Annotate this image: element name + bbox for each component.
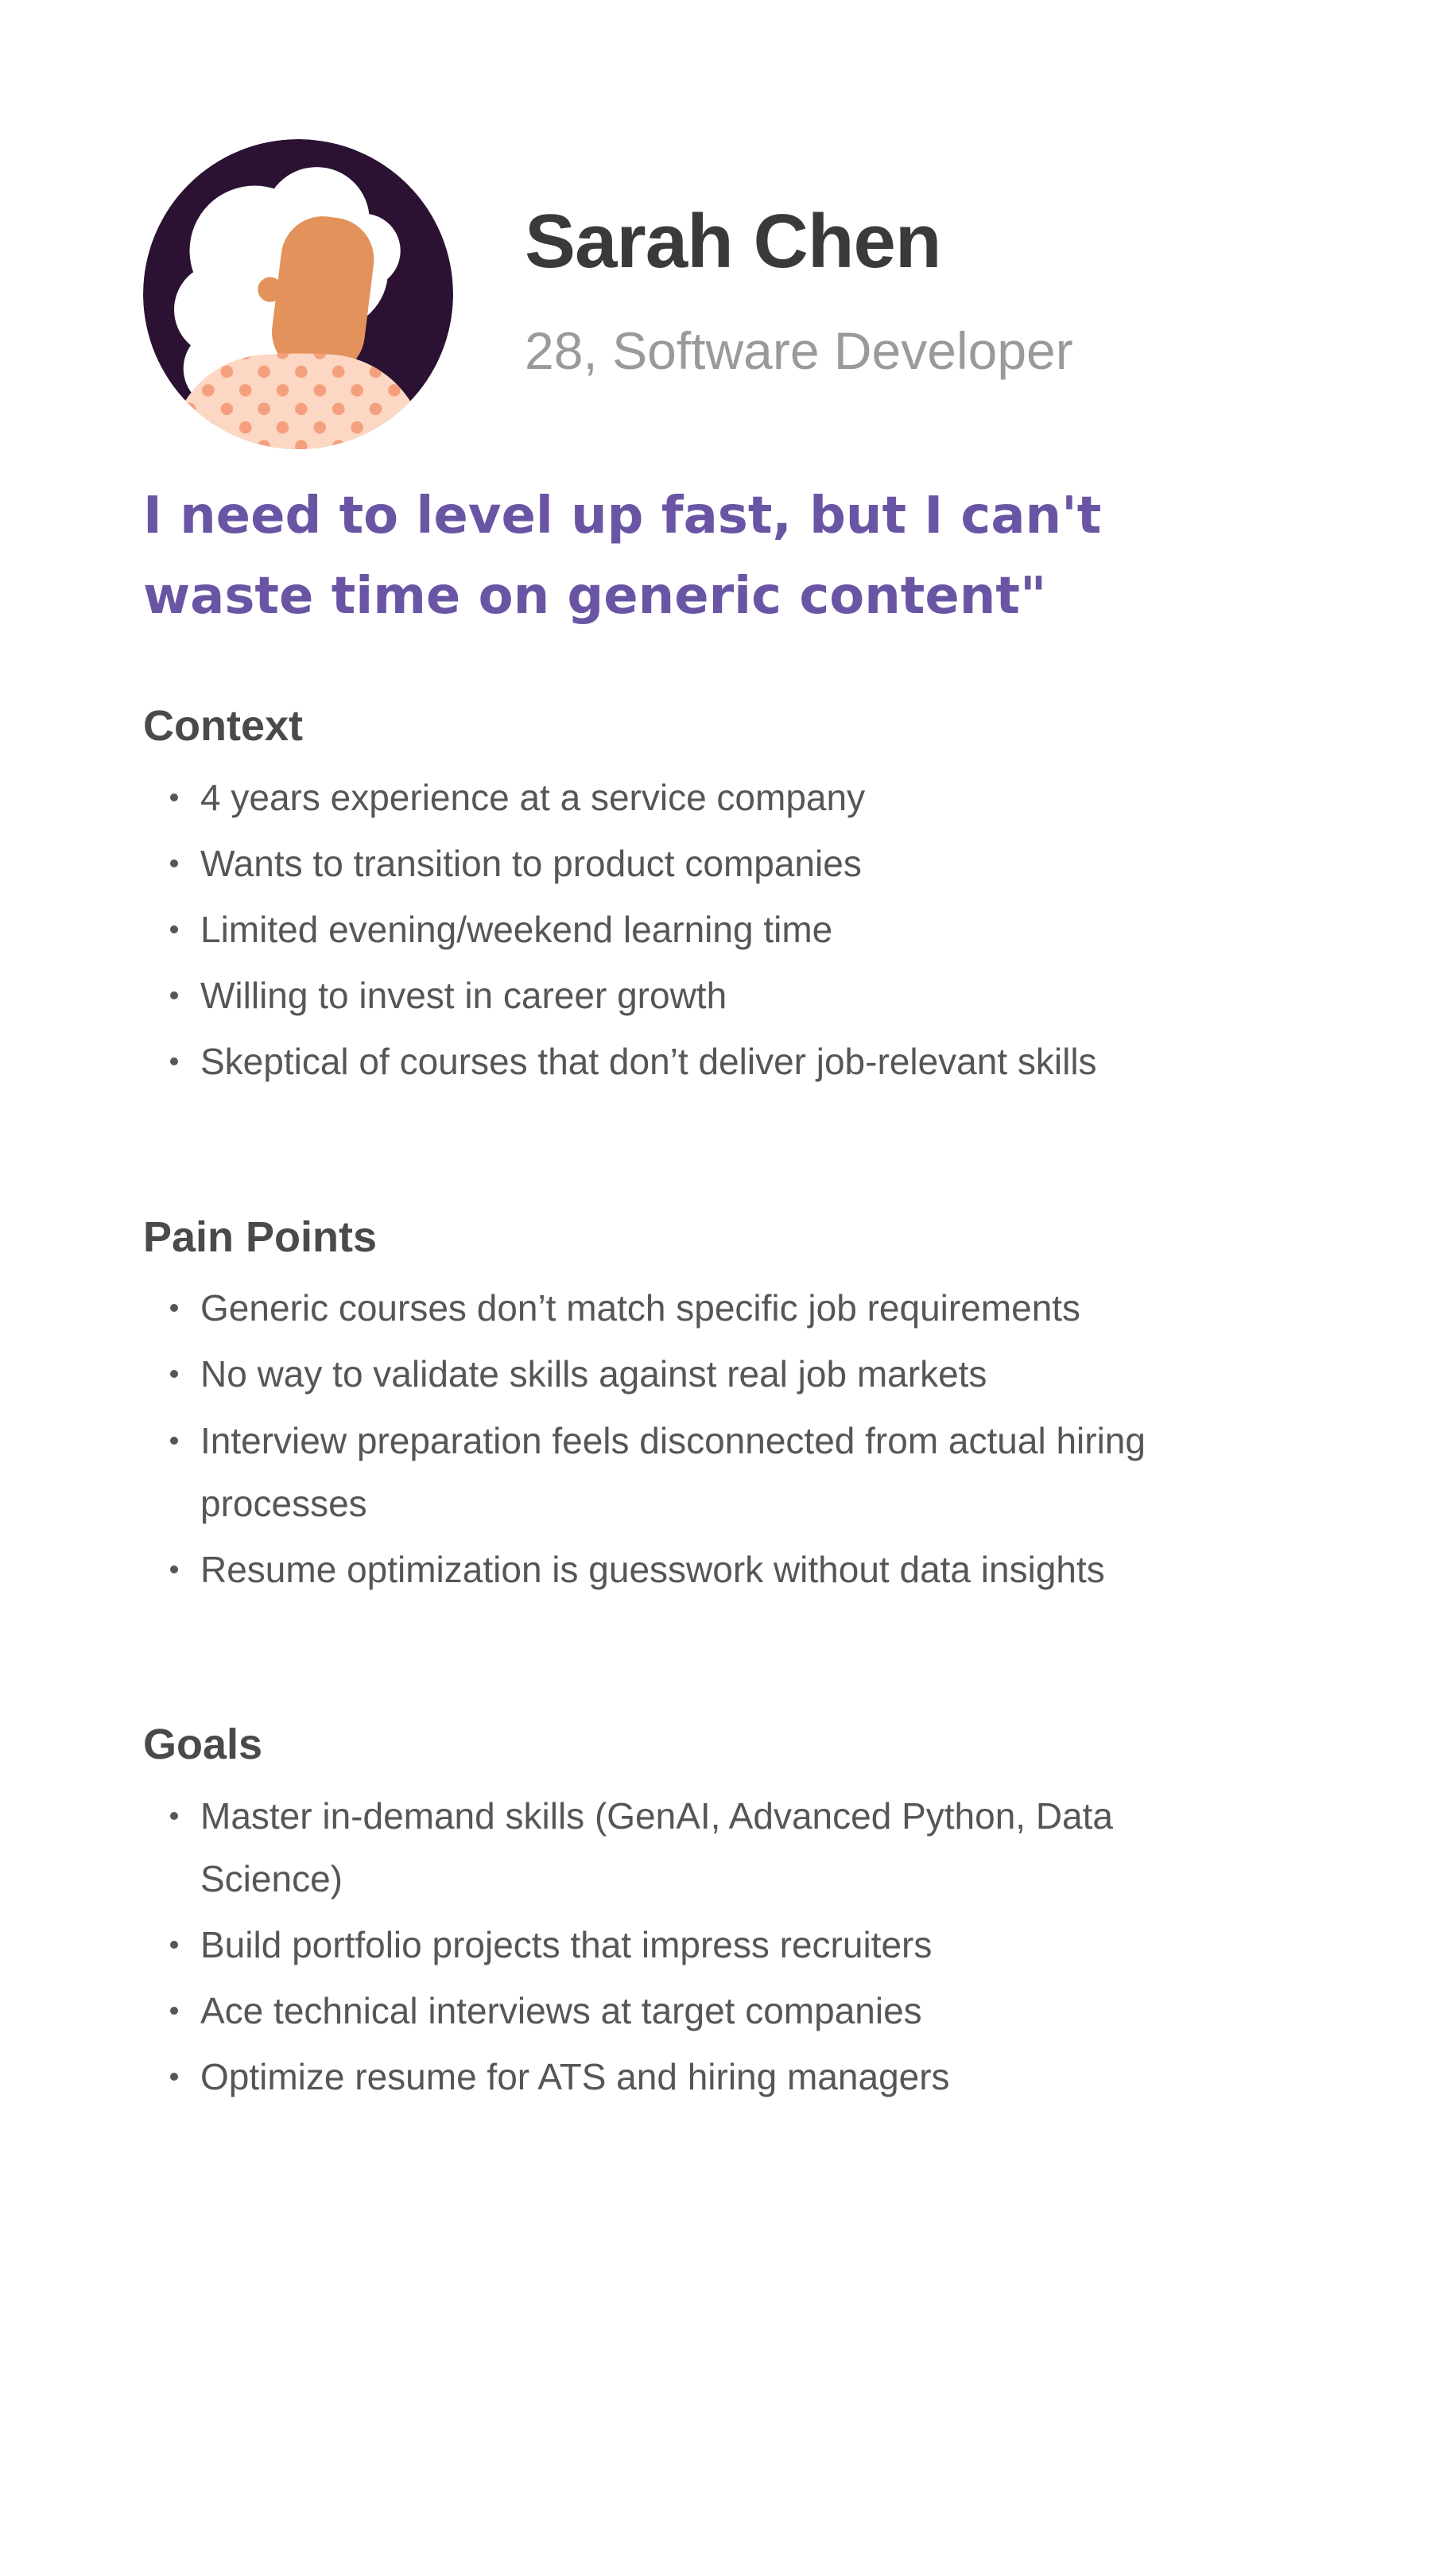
list-item — [161, 1538, 1288, 1601]
section-goals — [143, 1719, 1288, 2109]
list-item-text: 4 years experience at a service company — [200, 777, 866, 819]
list-item-text: Interview preparation feels disconnected from actual hiring processes — [200, 1419, 1146, 1524]
list-item — [161, 1980, 1288, 2043]
section-context — [143, 700, 1288, 1093]
bullet-dot — [170, 1565, 178, 1573]
list-item-text: No way to validate skills against real job markets — [200, 1353, 987, 1395]
list-item — [161, 1343, 1288, 1406]
bullet-dot — [170, 2073, 178, 2081]
persona-subtitle: 28, Software Developer — [525, 321, 1073, 380]
context-bullet-list — [143, 766, 1288, 1094]
persona-name: Sarah Chen — [525, 199, 941, 284]
section-title-goals: Goals — [143, 1720, 263, 1768]
list-item — [161, 832, 1288, 895]
bullet-dot — [170, 1370, 178, 1378]
list-item — [161, 898, 1288, 961]
bullet-dot — [170, 1941, 178, 1949]
bullet-dot — [170, 991, 178, 999]
list-item — [161, 2046, 1288, 2109]
list-item-text: Generic courses don’t match specific job requirements — [200, 1287, 1081, 1329]
persona-header — [143, 139, 1288, 449]
list-item-text: Optimize resume for ATS and hiring managers — [200, 2056, 950, 2098]
section-title-pain-points: Pain Points — [143, 1212, 378, 1261]
list-item — [161, 1914, 1288, 1977]
list-item-text: Ace technical interviews at target companies — [200, 1990, 922, 2032]
bullet-dot — [170, 1812, 178, 1820]
list-item-text: Limited evening/weekend learning time — [200, 909, 833, 951]
bullet-dot — [170, 2007, 178, 2015]
list-item — [161, 1785, 1288, 1911]
list-item — [161, 1277, 1288, 1340]
quote-line-2: waste time on generic content" — [143, 567, 1047, 627]
persona-header-text — [525, 199, 1073, 385]
list-item — [161, 766, 1288, 829]
bullet-dot — [170, 859, 178, 867]
bullet-dot — [170, 1304, 178, 1312]
list-item — [161, 1030, 1288, 1093]
list-item-text: Skeptical of courses that don’t deliver job-relevant skills — [200, 1041, 1097, 1083]
list-item-text: Willing to invest in career growth — [200, 975, 727, 1017]
bullet-dot — [170, 793, 178, 801]
list-item — [161, 964, 1288, 1027]
persona-quote — [143, 476, 1288, 637]
bullet-dot — [170, 1437, 178, 1445]
quote-line-1: I need to level up fast, but I can't — [143, 487, 1102, 545]
list-item — [161, 1410, 1288, 1535]
bullet-dot — [170, 1057, 178, 1065]
list-item-text: Wants to transition to product companies — [200, 843, 862, 885]
pain-points-bullet-list — [143, 1277, 1288, 1601]
list-item-text: Build portfolio projects that impress recruiters — [200, 1923, 933, 1965]
section-pain-points — [143, 1212, 1288, 1601]
bullet-dot — [170, 925, 178, 933]
list-item-text: Resume optimization is guesswork without data insights — [200, 1548, 1105, 1590]
section-title-context: Context — [143, 702, 303, 751]
woman-avatar-icon — [143, 139, 453, 449]
goals-bullet-list — [143, 1785, 1288, 2109]
list-item-text: Master in-demand skills (GenAI, Advanced Python, Data Science) — [200, 1794, 1114, 1899]
